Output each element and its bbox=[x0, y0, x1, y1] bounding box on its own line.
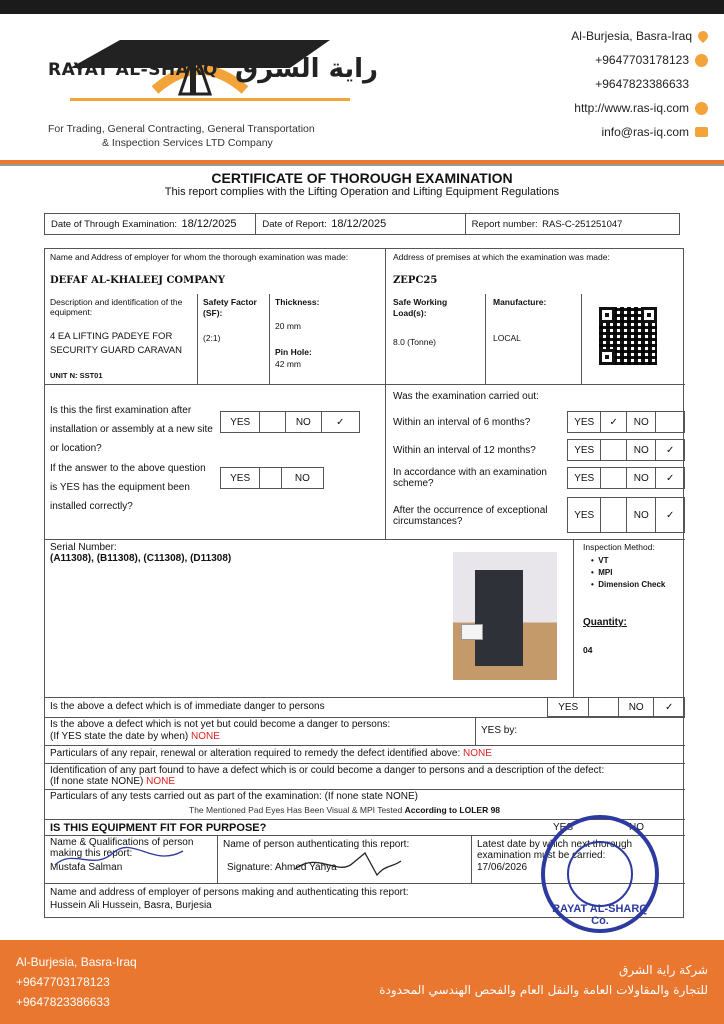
contact-block bbox=[571, 24, 708, 144]
interval-12-no-check[interactable]: ✓ bbox=[666, 444, 675, 456]
logo-title: RAYAT AL-SHARQ bbox=[48, 60, 218, 80]
part-defect-note: (If none state NONE) NONE bbox=[50, 776, 176, 787]
thickness-value: 20 mm bbox=[275, 321, 301, 331]
logo-arabic: راية الشرق bbox=[235, 54, 379, 84]
repair-question: Particulars of any repair, renewal or alteration required to remedy the defect identified above: NONE bbox=[50, 748, 492, 759]
persons-employer-label: Name and address of employer of persons making and authenticating this report: bbox=[50, 887, 409, 898]
location-pin-icon bbox=[696, 29, 710, 43]
carried-out-label: Was the examination carried out: bbox=[393, 391, 539, 402]
first-exam-yes-box[interactable] bbox=[260, 412, 286, 432]
report-maker-value: Mustafa Salman bbox=[50, 862, 123, 873]
footer bbox=[0, 940, 724, 1024]
contact-phone-1[interactable]: +9647703178123 bbox=[595, 53, 689, 67]
report-meta-row bbox=[44, 213, 680, 235]
phone-icon bbox=[695, 54, 708, 67]
exam-date-cell bbox=[45, 214, 256, 234]
scheme-no[interactable]: NO bbox=[627, 468, 657, 488]
footer-arabic-2: للتجارة والمقاولات العامة والنقل العام والفحص الهندسي المحدودة bbox=[379, 983, 708, 997]
exceptional-no-check[interactable]: ✓ bbox=[666, 509, 675, 521]
pin-hole-value: 42 mm bbox=[275, 359, 301, 369]
stamp-text: RAYAT AL-SHARQ Co. bbox=[552, 903, 648, 927]
premises-value: ZEPC25 bbox=[393, 275, 438, 286]
interval-6-no[interactable]: NO bbox=[627, 412, 657, 432]
report-date-label: Date of Report: bbox=[262, 218, 327, 230]
company-logo bbox=[30, 20, 390, 160]
immediate-yes[interactable]: YES bbox=[548, 698, 589, 716]
first-exam-answer bbox=[220, 411, 360, 433]
exceptional-yes-box[interactable] bbox=[601, 498, 627, 532]
inspection-methods bbox=[591, 555, 665, 591]
immediate-yes-box[interactable] bbox=[589, 698, 619, 716]
employer-label: Name and Address of employer for whom the thorough examination was made: bbox=[50, 252, 349, 262]
first-exam-no[interactable]: NO bbox=[286, 412, 321, 432]
installed-answer bbox=[220, 467, 324, 489]
interval-12-no[interactable]: NO bbox=[627, 440, 657, 460]
part-defect-question: Identification of any part found to have a defect which is or could become a danger to persons and a description of the defect: bbox=[50, 765, 605, 776]
header-divider-gray bbox=[0, 164, 724, 166]
exceptional-answer bbox=[567, 497, 685, 533]
inspection-method-dim: • Dimension Check bbox=[591, 580, 666, 589]
report-number-label: Report number: bbox=[471, 218, 538, 230]
equipment-desc-value-1: 4 EA LIFTING PADEYE FOR bbox=[50, 331, 173, 342]
report-number-cell bbox=[466, 214, 679, 234]
interval-12-yes-box[interactable] bbox=[601, 440, 627, 460]
serial-value: (A11308), (B11308), (C11308), (D11308) bbox=[50, 553, 232, 564]
spacer-icon bbox=[695, 78, 708, 91]
exceptional-no[interactable]: NO bbox=[627, 498, 657, 532]
interval-12-answer bbox=[567, 439, 685, 461]
footer-contact bbox=[16, 952, 137, 1012]
latest-date-label: Latest date by which next thorough examination must be carried: bbox=[477, 839, 633, 861]
footer-arabic bbox=[379, 960, 708, 1000]
unit-number: UNIT N: SST01 bbox=[50, 371, 103, 380]
future-danger-note: (If YES state the date by when) NONE bbox=[50, 731, 220, 742]
immediate-danger-question: Is the above a defect which is of immediate danger to persons bbox=[50, 701, 325, 712]
examination-form bbox=[44, 248, 684, 927]
scheme-answer bbox=[567, 467, 685, 489]
maker-signature-icon bbox=[53, 843, 193, 873]
installed-yes-box[interactable] bbox=[260, 468, 282, 488]
equipment-desc-value-2: SECURITY GUARD CARAVAN bbox=[50, 345, 182, 356]
report-maker-label: Name & Qualifications of person making this report: bbox=[50, 837, 194, 859]
contact-address: Al-Burjesia, Basra-Iraq bbox=[571, 29, 692, 43]
report-date-value: 18/12/2025 bbox=[331, 218, 387, 230]
manufacture-value: LOCAL bbox=[493, 333, 521, 343]
inspection-method-label: Inspection Method: bbox=[583, 542, 655, 552]
footer-arabic-1: شركة راية الشرق bbox=[619, 963, 708, 977]
swl-value: 8.0 (Tonne) bbox=[393, 337, 436, 347]
logo-subtitle-2: & Inspection Services LTD Company bbox=[102, 137, 273, 149]
report-number-value: RAS-C-251251047 bbox=[542, 218, 623, 230]
swl-label: Safe Working Load(s): bbox=[393, 297, 448, 318]
employer-value: DEFAF AL-KHALEEJ COMPANY bbox=[50, 275, 226, 286]
scheme-yes[interactable]: YES bbox=[568, 468, 601, 488]
scheme-yes-box[interactable] bbox=[601, 468, 627, 488]
interval-6-yes[interactable]: YES bbox=[568, 412, 601, 432]
scheme-no-check[interactable]: ✓ bbox=[666, 472, 675, 484]
contact-phone-2[interactable]: +9647823386633 bbox=[595, 77, 689, 91]
auth-signature: Signature: Ahmed Yahya bbox=[227, 862, 337, 873]
installed-yes[interactable]: YES bbox=[221, 468, 260, 488]
exam-date-value: 18/12/2025 bbox=[181, 218, 237, 230]
serial-label: Serial Number: bbox=[50, 542, 117, 553]
immediate-danger-answer bbox=[547, 697, 685, 717]
persons-employer-value: Hussein Ali Hussein, Basra, Burjesia bbox=[50, 900, 212, 911]
qr-code-icon[interactable] bbox=[599, 307, 657, 365]
future-danger-question: Is the above a defect which is not yet but could become a danger to persons: bbox=[50, 719, 391, 730]
fit-no[interactable]: NO bbox=[629, 822, 644, 833]
interval-6-no-box[interactable] bbox=[656, 412, 684, 432]
pin-hole-label: Pin Hole: bbox=[275, 347, 312, 357]
logo-subtitle-1: For Trading, General Contracting, General Transportation bbox=[48, 123, 315, 135]
latest-date-value: 17/06/2026 bbox=[477, 862, 528, 873]
first-exam-question: Is this the first examination after installation or assembly at a new site or location? bbox=[50, 405, 213, 454]
fit-yes[interactable]: YES bbox=[553, 822, 574, 833]
exam-date-label: Date of Through Examination: bbox=[51, 218, 178, 230]
equipment-desc-label: Description and identification of the equipment: bbox=[50, 297, 183, 317]
interval-6-yes-check[interactable]: ✓ bbox=[601, 412, 627, 432]
scheme-question: In accordance with an examination scheme? bbox=[393, 467, 547, 489]
footer-phone-2[interactable]: +9647823386633 bbox=[16, 995, 110, 1009]
manufacture-label: Manufacture: bbox=[493, 297, 547, 307]
report-date-cell bbox=[256, 214, 465, 234]
interval-12-question: Within an interval of 12 months? bbox=[393, 445, 536, 456]
inspection-method-vt: • VT bbox=[591, 556, 609, 565]
caravan-photo bbox=[453, 552, 557, 680]
exceptional-yes[interactable]: YES bbox=[568, 498, 601, 532]
installed-question: If the answer to the above question is YES has the equipment been installed correctly? bbox=[50, 463, 206, 512]
immediate-no-check[interactable]: ✓ bbox=[665, 701, 674, 713]
quantity-label: Quantity: bbox=[583, 617, 627, 628]
page-title: CERTIFICATE OF THOROUGH EXAMINATION bbox=[211, 170, 513, 186]
immediate-no[interactable]: NO bbox=[619, 698, 654, 716]
contact-website[interactable]: http://www.ras-iq.com bbox=[574, 101, 689, 115]
first-exam-no-check[interactable]: ✓ bbox=[336, 416, 345, 428]
fit-for-purpose-label: IS THIS EQUIPMENT FIT FOR PURPOSE? bbox=[50, 822, 267, 834]
interval-6-question: Within an interval of 6 months? bbox=[393, 417, 531, 428]
company-stamp bbox=[541, 815, 659, 933]
page-subtitle: This report complies with the Lifting Operation and Lifting Equipment Regulations bbox=[164, 186, 560, 198]
yes-by-label: YES by: bbox=[481, 725, 518, 736]
interval-12-yes[interactable]: YES bbox=[568, 440, 601, 460]
first-exam-yes[interactable]: YES bbox=[221, 412, 260, 432]
footer-address: Al-Burjesia, Basra-Iraq bbox=[16, 955, 137, 969]
interval-6-answer bbox=[567, 411, 685, 433]
thickness-label: Thickness: bbox=[275, 297, 320, 307]
top-bar bbox=[0, 0, 724, 14]
auth-signature-icon bbox=[293, 849, 403, 879]
auth-label: Name of person authenticating this report: bbox=[223, 839, 410, 850]
footer-phone-1[interactable]: +9647703178123 bbox=[16, 975, 110, 989]
safety-factor-value: (2:1) bbox=[203, 333, 221, 343]
tests-value: The Mentioned Pad Eyes Has Been Visual & MPI Tested According to LOLER 98 bbox=[189, 805, 501, 815]
installed-no[interactable]: NO bbox=[294, 472, 310, 484]
premises-label: Address of premises at which the examination was made: bbox=[393, 252, 610, 262]
inspection-method-mpi: • MPI bbox=[591, 568, 613, 577]
exceptional-question: After the occurrence of exceptional circumstances? bbox=[393, 505, 548, 527]
safety-factor-label: Safety Factor (SF): bbox=[203, 297, 257, 318]
quantity-value: 04 bbox=[583, 645, 593, 655]
contact-email[interactable]: info@ras-iq.com bbox=[601, 125, 689, 139]
globe-icon bbox=[695, 102, 708, 115]
tests-question: Particulars of any tests carried out as part of the examination: (If none state NONE) bbox=[50, 791, 418, 802]
mail-icon bbox=[695, 127, 708, 137]
